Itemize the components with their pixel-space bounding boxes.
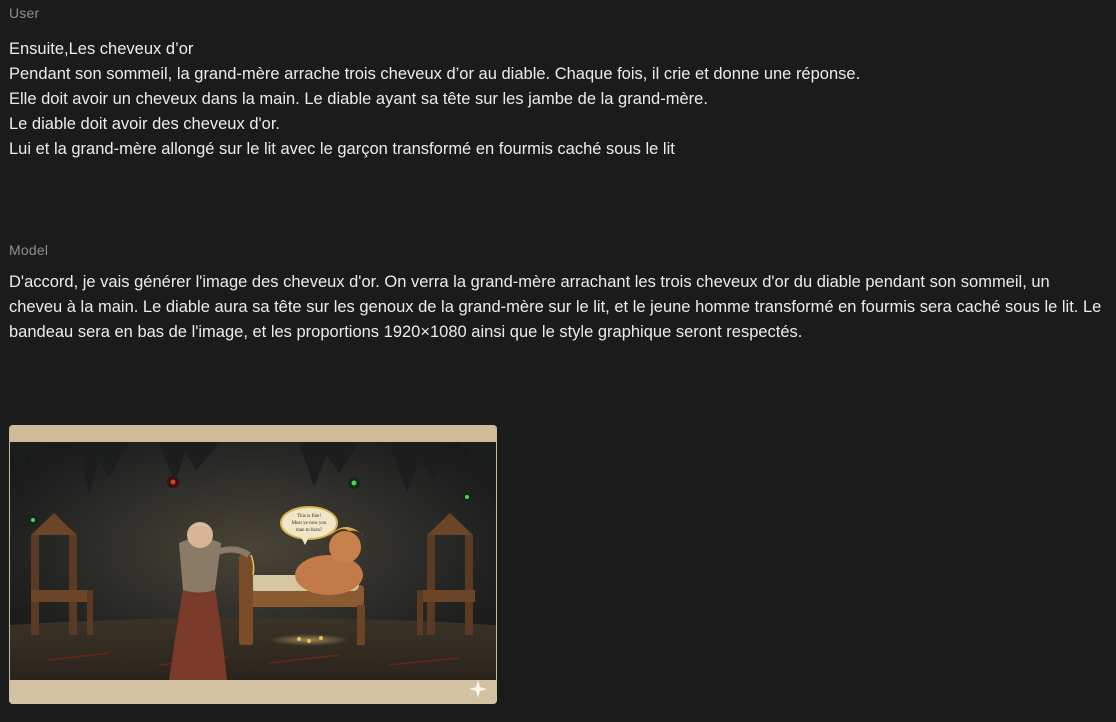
user-line: Le diable doit avoir des cheveux d'or. [9,115,280,133]
model-message[interactable]: D'accord, je vais générer l'image des cheveux d'or. On verra la grand-mère arrachant les trois cheveux d'or du diable pendant son sommeil, un cheveu à la main. Le diable aura sa tête sur les genoux de la grand-mère sur le lit, et le jeune homme transformé en fourmis sera caché sous le lit. Le bandeau sera en bas de l'image, et les proportions 1920×1080 ainsi que le style graphique seront respectés. [9,273,1102,341]
user-line: Elle doit avoir un cheveux dans la main. Le diable ayant sa tête sur les jambe de la grand-mère. [9,90,708,108]
user-message[interactable] [9,37,1104,162]
user-role-label: User [9,5,40,21]
model-role-label: Model [9,242,49,258]
speech-bubble-line: Must ye now you [291,521,327,526]
generated-image[interactable] [9,425,497,704]
user-line: Lui et la grand-mère allongé sur le lit avec le garçon transformé en fourmis caché sous le lit [9,140,675,158]
user-turn [9,5,1104,162]
sparkle-icon [469,680,487,698]
speech-bubble-line: This is fine! [296,514,322,519]
generated-image-illustration [9,425,497,704]
speech-bubble-line: man to barn? [295,528,323,533]
user-line: Ensuite,Les cheveux d’or [9,40,194,58]
model-turn [9,242,1104,345]
user-line: Pendant son sommeil, la grand-mère arrache trois cheveux d’or au diable. Chaque fois, il crie et donne une réponse. [9,65,861,83]
